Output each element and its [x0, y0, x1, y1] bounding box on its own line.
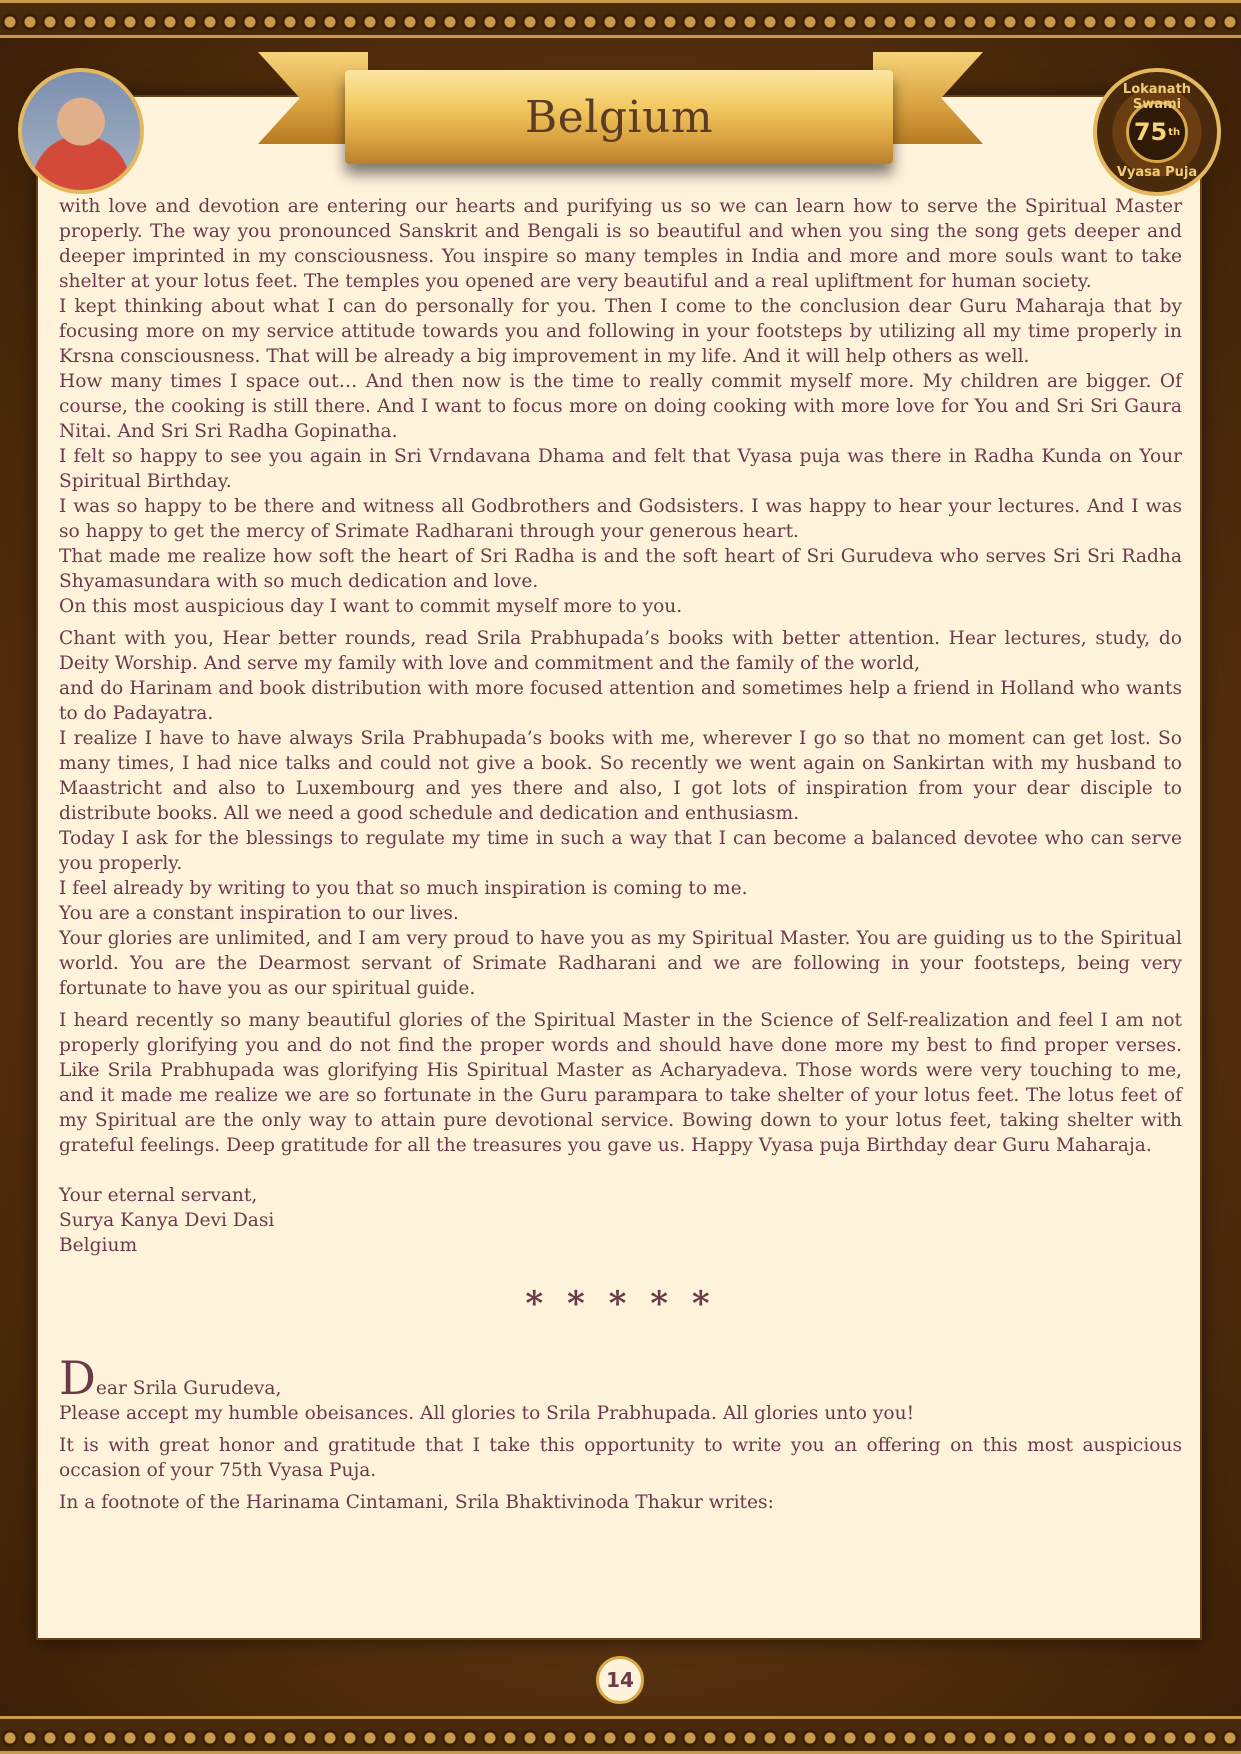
paragraph: Your glories are unlimited, and I am very proud to have you as my Spiritual Master. You are guiding us to the Spiritual world. You are the Dearmost servant of Srimate Radharani and we are following in your footsteps, being very fortunate to have you as our spiritual guide.: [59, 928, 1182, 999]
decorative-border-bottom: [0, 1716, 1241, 1754]
badge-number: 75: [1133, 118, 1168, 146]
salutation: [59, 1351, 1182, 1405]
paragraph: I realize I have to have always Srila Prabhupada’s books with me, wherever I go so that no moment can get lost. So many times, I had nice talks and could not give a book. So recently we went again on Sankirtan with my husband to Maastricht and also to Luxembourg and yes there and also, I got lots of inspiration from your dear disciple to distribute books. All we need a good schedule and dedication and enthusiasm.: [59, 728, 1182, 824]
paragraph: Today I ask for the blessings to regulate my time in such a way that I can become a balanced devotee who can serve you properly.: [59, 828, 1182, 874]
paragraph: On this most auspicious day I want to commit myself more to you.: [59, 596, 683, 617]
paragraph: In a footnote of the Harinama Cintamani, Srila Bhaktivinoda Thakur writes:: [59, 1492, 774, 1513]
signoff-location: Belgium: [59, 1235, 138, 1256]
title-banner: [345, 70, 893, 164]
paragraph: It is with great honor and gratitude that I take this opportunity to write you an offering on this most auspicious occasion of your 75th Vyasa Puja.: [59, 1435, 1182, 1481]
offering-text: [59, 194, 1182, 1515]
badge-bottom-text: Vyasa Puja: [1116, 165, 1198, 180]
paragraph: and do Harinam and book distribution with more focused attention and sometimes help a friend in Holland who wants to do Padayatra.: [59, 678, 1182, 724]
paragraph: with love and devotion are entering our hearts and purifying us so we can learn how to serve the Spiritual Master properly. The way you pronounced Sanskrit and Bengali is so beautiful and when you sing the song gets deeper and deeper imprinted in my consciousness. You inspire so many temples in India and more and more souls want to take shelter at your lotus feet. The temples you opened are very beautiful and a real upliftment for human society.: [59, 196, 1182, 292]
signoff: [59, 1183, 1182, 1258]
paragraph: I feel already by writing to you that so much inspiration is coming to me.: [59, 878, 748, 899]
paragraph: Please accept my humble obeisances. All glories to Srila Prabhupada. All glories unto you!: [59, 1403, 915, 1424]
paragraph: I heard recently so many beautiful glories of the Spiritual Master in the Science of Self-realization and feel I am not properly glorifying you and do not find the proper words and should have done more my best to find proper verses. Like Srila Prabhupada was glorifying His Spiritual Master as Acharyadeva. Those words were very touching to me, and it made me realize we are so fortunate in the Guru parampara to take shelter of your lotus feet. The lotus feet of my Spiritual are the only way to attain pure devotional service. Bowing down to your lotus feet, taking shelter with grateful feelings. Deep gratitude for all the treasures you gave us. Happy Vyasa puja Birthday dear Guru Maharaja.: [59, 1010, 1182, 1156]
paragraph: I felt so happy to see you again in Sri Vrndavana Dhama and felt that Vyasa puja was there in Radha Kunda on Your Spiritual Birthday.: [59, 446, 1182, 492]
paragraph: How many times I space out… And then now is the time to really commit myself more. My children are bigger. Of course, the cooking is still there. And I want to focus more on doing cooking with more love for You and Sri Sri Gaura Nitai. And Sri Sri Radha Gopinatha.: [59, 371, 1182, 442]
drop-cap: D: [59, 1351, 96, 1405]
guru-portrait-image: [18, 68, 144, 194]
page-number: 14: [596, 1656, 644, 1704]
paragraph: I kept thinking about what I can do personally for you. Then I come to the conclusion dear Guru Maharaja that by focusing more on my service attitude towards you and following in your footsteps by utilizing all my time properly in Krsna consciousness. That will be already a big improvement in my life. And it will help others as well.: [59, 296, 1182, 367]
salutation-text: ear Srila Gurudeva,: [95, 1378, 282, 1399]
paragraph: You are a constant inspiration to our lives.: [59, 903, 459, 924]
paragraph: I was so happy to be there and witness all Godbrothers and Godsisters. I was happy to hear your lectures. And I was so happy to get the mercy of Srimate Radharani through your generous heart.: [59, 496, 1182, 542]
signoff-closing: Your eternal servant,: [59, 1185, 258, 1206]
decorative-border-top: [0, 0, 1241, 38]
anniversary-badge: [1093, 68, 1221, 196]
paragraph: That made me realize how soft the heart of Sri Radha is and the soft heart of Sri Gurudeva who serves Sri Sri Radha Shyamasundara with so much dedication and love.: [59, 546, 1182, 592]
signoff-name: Surya Kanya Devi Dasi: [59, 1210, 275, 1231]
badge-suffix: th: [1168, 126, 1181, 138]
page-title: Belgium: [524, 91, 714, 143]
paragraph: Chant with you, Hear better rounds, read Srila Prabhupada’s books with better attention. Hear lectures, study, do Deity Worship. And serve my family with love and commitment and the family of the world,: [59, 628, 1182, 674]
badge-top-text: Lokanath Swami: [1122, 82, 1192, 112]
section-separator: * * * * *: [525, 1284, 716, 1324]
